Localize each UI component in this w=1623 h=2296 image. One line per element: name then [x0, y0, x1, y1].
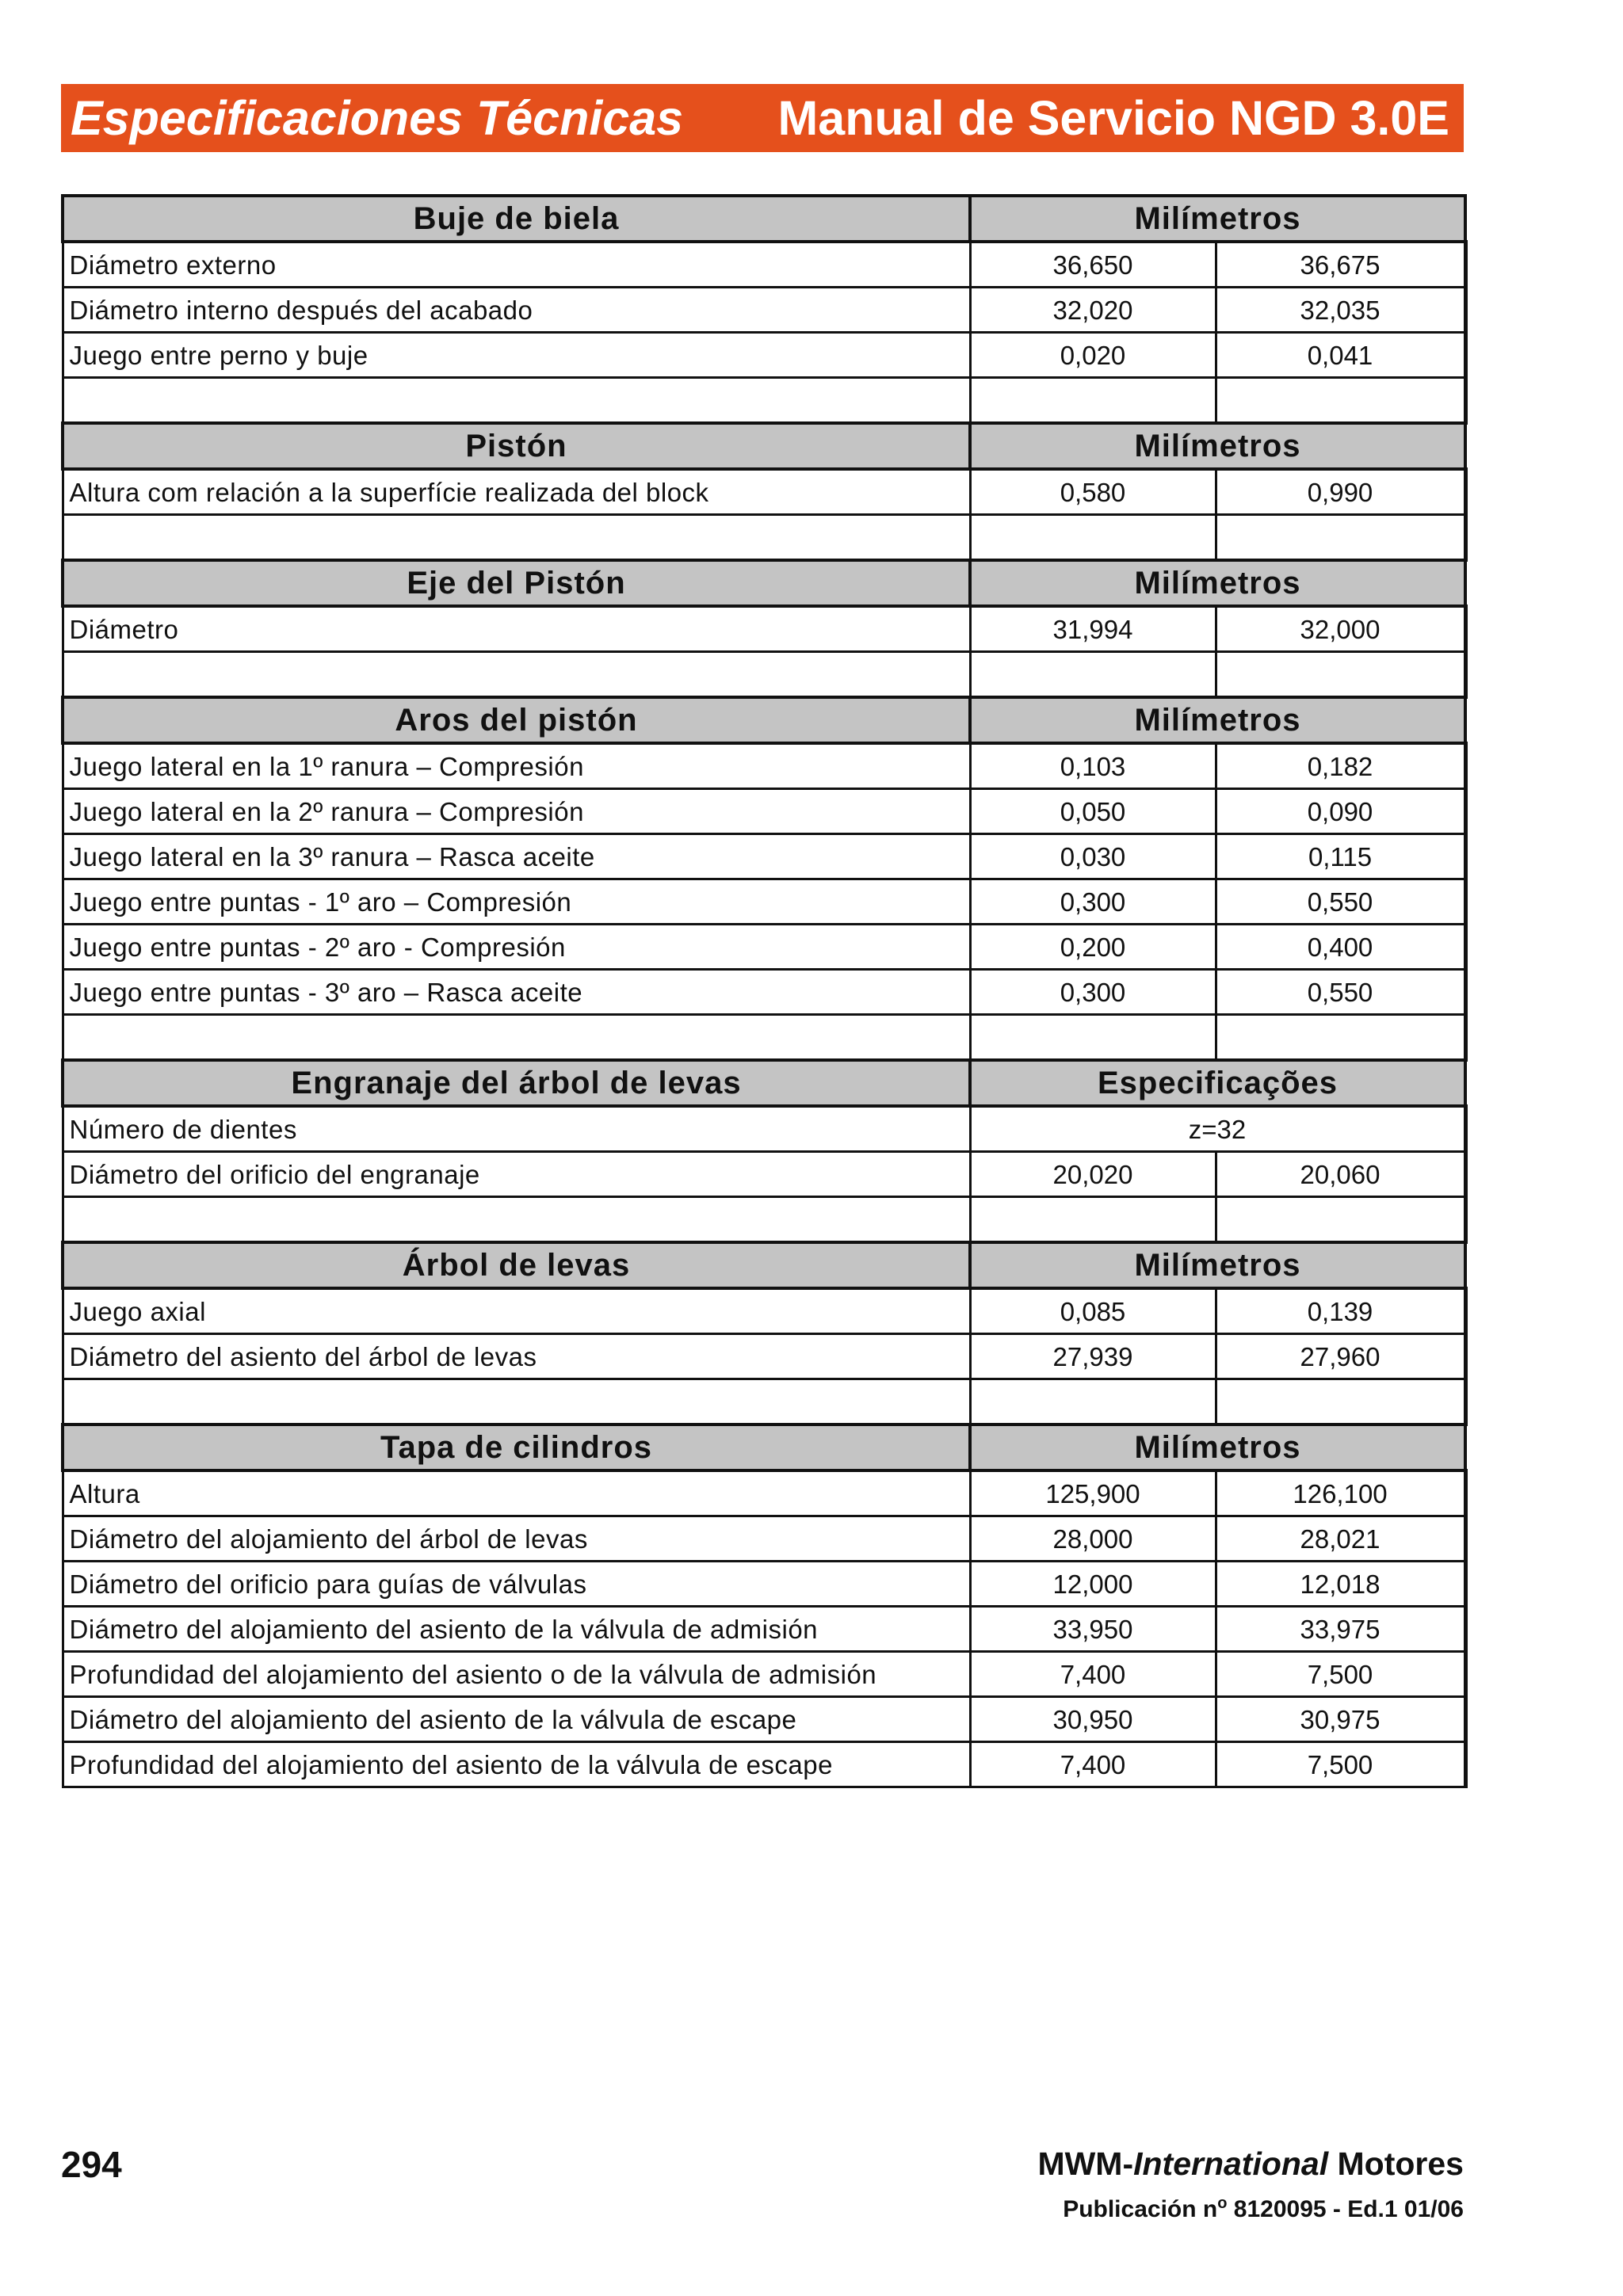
table-row [63, 1607, 1465, 1652]
section-title: Buje de biela [63, 196, 970, 242]
row-max-value: 7,500 [1216, 1652, 1465, 1697]
row-max-value: 0,139 [1216, 1288, 1465, 1334]
row-min-value: 7,400 [970, 1742, 1216, 1787]
row-min-value: 7,400 [970, 1652, 1216, 1697]
row-max-value: 12,018 [1216, 1562, 1465, 1607]
brand-prefix: MWM- [1037, 2145, 1134, 2182]
section-title: Engranaje del árbol de levas [63, 1060, 970, 1106]
row-label: Juego entre puntas - 3º aro – Rasca aceite [63, 970, 970, 1015]
row-max-value: 0,400 [1216, 925, 1465, 970]
blank-cell [63, 378, 970, 424]
row-label: Juego entre puntas - 2º aro - Compresión [63, 925, 970, 970]
row-min-value: 27,939 [970, 1334, 1216, 1379]
table-row [63, 1106, 1465, 1152]
page-number: 294 [61, 2144, 122, 2185]
section-header [63, 196, 1465, 242]
section-unit: Milímetros [970, 423, 1465, 469]
row-max-value: 36,675 [1216, 242, 1465, 288]
blank-row [63, 652, 1465, 698]
blank-cell [1216, 378, 1465, 424]
row-label: Altura com relación a la superfície realizada del block [63, 469, 970, 515]
row-label: Diámetro interno después del acabado [63, 288, 970, 333]
blank-cell [970, 1197, 1216, 1243]
table-row [63, 606, 1465, 652]
table-row [63, 288, 1465, 333]
row-label: Juego lateral en la 1º ranura – Compresión [63, 743, 970, 789]
row-min-value: 20,020 [970, 1152, 1216, 1197]
row-min-value: 0,103 [970, 743, 1216, 789]
section-title: Eje del Pistón [63, 560, 970, 606]
publication-suffix: 8120095 - Ed.1 01/06 [1227, 2196, 1464, 2222]
blank-row [63, 1197, 1465, 1243]
table-row [63, 1288, 1465, 1334]
table-row [63, 1697, 1465, 1742]
publication-info [1063, 2195, 1464, 2223]
section-title: Tapa de cilindros [63, 1425, 970, 1470]
blank-cell [1216, 515, 1465, 561]
specifications-table [61, 194, 1468, 1788]
row-max-value: 126,100 [1216, 1470, 1465, 1516]
row-label: Número de dientes [63, 1106, 970, 1152]
row-min-value: 0,300 [970, 879, 1216, 925]
table-row [63, 1152, 1465, 1197]
row-max-value: 0,041 [1216, 333, 1465, 378]
row-min-value: 12,000 [970, 1562, 1216, 1607]
section-title: Pistón [63, 423, 970, 469]
row-min-value: 0,050 [970, 789, 1216, 834]
row-max-value: 0,550 [1216, 970, 1465, 1015]
row-max-value: 32,000 [1216, 606, 1465, 652]
row-max-value: 7,500 [1216, 1742, 1465, 1787]
blank-cell [970, 1379, 1216, 1425]
row-label: Juego lateral en la 3º ranura – Rasca aceite [63, 834, 970, 879]
row-label: Profundidad del alojamiento del asiento de la válvula de escape [63, 1742, 970, 1787]
row-max-value: 28,021 [1216, 1516, 1465, 1562]
row-label: Diámetro externo [63, 242, 970, 288]
row-min-value: 0,200 [970, 925, 1216, 970]
table-row [63, 970, 1465, 1015]
blank-cell [63, 1379, 970, 1425]
row-label: Juego axial [63, 1288, 970, 1334]
row-label: Diámetro del alojamiento del asiento de la válvula de escape [63, 1697, 970, 1742]
section-header [63, 1242, 1465, 1288]
row-label: Profundidad del alojamiento del asiento o de la válvula de admisión [63, 1652, 970, 1697]
table-row [63, 1742, 1465, 1787]
blank-cell [1216, 1379, 1465, 1425]
section-unit: Milímetros [970, 1425, 1465, 1470]
blank-cell [1216, 652, 1465, 698]
table-row [63, 1470, 1465, 1516]
table-row [63, 834, 1465, 879]
row-max-value: 20,060 [1216, 1152, 1465, 1197]
blank-row [63, 1379, 1465, 1425]
section-unit: Especificações [970, 1060, 1465, 1106]
blank-row [63, 515, 1465, 561]
row-min-value: 0,030 [970, 834, 1216, 879]
section-header [63, 1425, 1465, 1470]
row-label: Altura [63, 1470, 970, 1516]
row-max-value: 0,550 [1216, 879, 1465, 925]
brand-italic: International [1133, 2145, 1329, 2182]
row-label: Juego entre puntas - 1º aro – Compresión [63, 879, 970, 925]
row-max-value: 0,990 [1216, 469, 1465, 515]
row-min-value: 125,900 [970, 1470, 1216, 1516]
publication-prefix: Publicación n [1063, 2196, 1218, 2222]
section-unit: Milímetros [970, 196, 1465, 242]
table-row [63, 333, 1465, 378]
row-max-value: 30,975 [1216, 1697, 1465, 1742]
row-max-value: 0,182 [1216, 743, 1465, 789]
row-max-value: 33,975 [1216, 1607, 1465, 1652]
row-max-value: 27,960 [1216, 1334, 1465, 1379]
table-row [63, 1652, 1465, 1697]
row-spec-value: z=32 [970, 1106, 1465, 1152]
row-max-value: 32,035 [1216, 288, 1465, 333]
row-min-value: 32,020 [970, 288, 1216, 333]
brand-suffix: Motores [1328, 2145, 1464, 2182]
table-row [63, 743, 1465, 789]
table-row [63, 469, 1465, 515]
section-unit: Milímetros [970, 560, 1465, 606]
section-header [63, 560, 1465, 606]
section-header [63, 697, 1465, 743]
row-label: Diámetro del alojamiento del árbol de levas [63, 1516, 970, 1562]
row-max-value: 0,115 [1216, 834, 1465, 879]
blank-cell [1216, 1015, 1465, 1061]
row-label: Diámetro del orificio para guías de válvulas [63, 1562, 970, 1607]
section-title: Aros del pistón [63, 697, 970, 743]
row-label: Diámetro [63, 606, 970, 652]
row-label: Diámetro del alojamiento del asiento de la válvula de admisión [63, 1607, 970, 1652]
row-label: Juego entre perno y buje [63, 333, 970, 378]
blank-row [63, 378, 1465, 424]
table-row [63, 1516, 1465, 1562]
brand-name [1037, 2145, 1464, 2183]
table-row [63, 925, 1465, 970]
row-min-value: 0,085 [970, 1288, 1216, 1334]
row-min-value: 36,650 [970, 242, 1216, 288]
blank-cell [63, 1015, 970, 1061]
section-header [63, 1060, 1465, 1106]
section-title: Árbol de levas [63, 1242, 970, 1288]
row-min-value: 0,300 [970, 970, 1216, 1015]
row-label: Diámetro del asiento del árbol de levas [63, 1334, 970, 1379]
row-min-value: 30,950 [970, 1697, 1216, 1742]
row-label: Juego lateral en la 2º ranura – Compresión [63, 789, 970, 834]
blank-cell [63, 515, 970, 561]
manual-title: Manual de Servicio NGD 3.0E [777, 91, 1449, 145]
row-min-value: 31,994 [970, 606, 1216, 652]
section-unit: Milímetros [970, 697, 1465, 743]
row-min-value: 0,580 [970, 469, 1216, 515]
publication-sup: o [1217, 2195, 1228, 2212]
table-row [63, 789, 1465, 834]
section-header [63, 423, 1465, 469]
blank-cell [970, 652, 1216, 698]
table-row [63, 879, 1465, 925]
header-bar [61, 84, 1464, 152]
row-min-value: 0,020 [970, 333, 1216, 378]
blank-cell [63, 1197, 970, 1243]
table-row [63, 1562, 1465, 1607]
blank-row [63, 1015, 1465, 1061]
document-title: Especificaciones Técnicas [71, 91, 684, 145]
blank-cell [970, 378, 1216, 424]
blank-cell [1216, 1197, 1465, 1243]
row-label: Diámetro del orificio del engranaje [63, 1152, 970, 1197]
blank-cell [970, 515, 1216, 561]
blank-cell [63, 652, 970, 698]
table-row [63, 1334, 1465, 1379]
table-row [63, 242, 1465, 288]
section-unit: Milímetros [970, 1242, 1465, 1288]
row-min-value: 33,950 [970, 1607, 1216, 1652]
row-min-value: 28,000 [970, 1516, 1216, 1562]
row-max-value: 0,090 [1216, 789, 1465, 834]
blank-cell [970, 1015, 1216, 1061]
